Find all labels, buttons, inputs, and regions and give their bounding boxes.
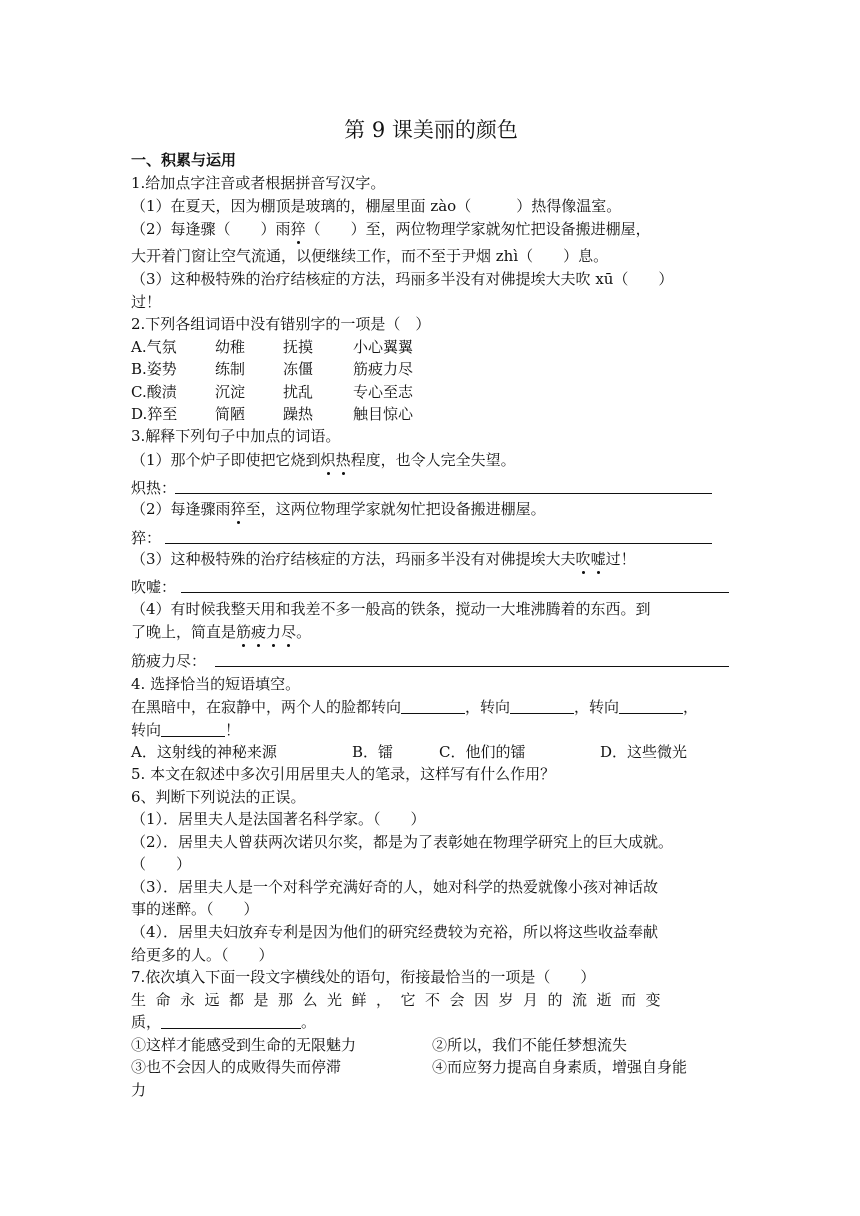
q4-option-b: B．镭	[352, 743, 394, 761]
dotted-char: 猝	[230, 500, 246, 518]
q3-sentence-2	[131, 498, 546, 520]
q1-item-2-part: （ ）至，两位物理学家就匆忙把设备搬进棚屋，	[305, 220, 651, 238]
q2-option-cell: 筋疲力尽	[353, 360, 414, 378]
q2-option-cell: 小心翼翼	[353, 338, 414, 356]
q6-item-4-cont: 给更多的人。（ ）	[131, 946, 274, 964]
q7-option-4: ④而应努力提高自身素质，增强自身能	[432, 1058, 688, 1076]
fill-blank[interactable]	[401, 697, 465, 714]
answer-line[interactable]	[165, 543, 712, 544]
q2-option-cell: C.酸渍	[131, 383, 177, 401]
dotted-char: 猝	[290, 220, 306, 238]
q7-option-3: ③也不会因人的成败得失而停滞	[131, 1058, 342, 1076]
dotted-char: 力	[266, 623, 282, 641]
q7-option-1: ①这样才能感受到生命的无限魅力	[131, 1036, 357, 1054]
answer-line[interactable]	[175, 493, 712, 494]
q3-sentence-4-cont	[131, 621, 311, 643]
q4-line-1	[131, 696, 698, 718]
q4-option-d: D．这些微光	[600, 743, 688, 761]
dotted-char: 吹	[575, 550, 591, 568]
dotted-char: 炽	[320, 451, 336, 469]
q1-item-2-part: （2）每逢骤（ ）雨	[131, 220, 291, 238]
answer-line[interactable]	[215, 666, 729, 667]
q2-option-cell: 扰乱	[283, 383, 314, 401]
q7-passage-cont	[131, 1011, 316, 1033]
q2-option-cell: 练制	[215, 360, 246, 378]
q6-item-3-cont: 事的迷醉。（ ）	[131, 900, 259, 918]
q6-item-1: （1）．居里夫人是法国著名科学家。（ ）	[131, 810, 426, 828]
q2-option-cell: 触目惊心	[353, 405, 414, 423]
q1-item-2-cont: 大开着门窗让空气流通，以便继续工作，而不至于尹烟 zhì（ ）息。	[131, 247, 609, 265]
q3-sentence-part: （3）这种极特殊的治疗结核症的方法，玛丽多半没有对佛提埃大夫	[131, 550, 576, 568]
q3-sentence-3	[131, 548, 636, 570]
q4-text: ，转向	[465, 698, 511, 716]
q3-answer-label-4: 筋疲力尽：	[131, 652, 207, 670]
dotted-char: 尽	[281, 623, 297, 641]
q2-option-cell: 幼稚	[215, 338, 246, 356]
q2-option-cell: 简陋	[215, 405, 246, 423]
q6-stem: 6、判断下列说法的正误。	[131, 788, 306, 806]
q4-text: 在黑暗中，在寂静中，两个人的脸都转向	[131, 698, 402, 716]
q2-stem: 2.下列各组词语中没有错别字的一项是（ ）	[131, 315, 431, 333]
fill-blank[interactable]	[161, 1012, 301, 1029]
page-title: 第 9 课美丽的颜色	[344, 118, 518, 142]
q7-text: 质，	[131, 1013, 162, 1031]
q3-answer-label-2: 猝：	[131, 529, 162, 547]
fill-blank[interactable]	[619, 697, 683, 714]
fill-blank[interactable]	[161, 720, 225, 737]
q3-sentence-part: 。	[296, 623, 312, 641]
q3-sentence-4: （4）有时候我整天用和我差不多一般高的铁条，搅动一大堆沸腾着的东西。到	[131, 600, 651, 618]
dotted-char: 疲	[251, 623, 267, 641]
q3-sentence-part: 过！	[605, 550, 636, 568]
q3-answer-label-1: 炽热：	[131, 479, 177, 497]
q1-item-3-cont: 过！	[131, 293, 162, 311]
q7-stem: 7.依次填入下面一段文字横线处的语句，衔接最恰当的一项是（ ）	[131, 968, 596, 986]
q7-option-4-cont: 力	[131, 1081, 147, 1099]
q7-option-2: ②所以，我们不能任梦想流失	[432, 1036, 628, 1054]
fill-blank[interactable]	[510, 697, 574, 714]
q2-option-cell: 躁热	[283, 405, 314, 423]
q6-item-3: （3）．居里夫人是一个对科学充满好奇的人，她对科学的热爱就像小孩对神话故	[131, 878, 659, 896]
dotted-char: 筋	[236, 623, 252, 641]
q1-item-2	[131, 218, 651, 240]
q2-option-cell: 抚摸	[283, 338, 314, 356]
q3-sentence-part: （2）每逢骤雨	[131, 500, 231, 518]
q4-line-2	[131, 719, 240, 741]
q3-sentence-part: 至，这两位物理学家就匆忙把设备搬进棚屋。	[245, 500, 546, 518]
q1-item-3: （3）这种极特殊的治疗结核症的方法，玛丽多半没有对佛提埃大夫吹 xū（ ）	[131, 270, 674, 288]
q4-text: 转向	[131, 721, 162, 739]
q6-item-4: （4）．居里夫妇放弃专利是因为他们的研究经费较为充裕，所以将这些收益奉献	[131, 923, 659, 941]
q4-text: ，转向	[574, 698, 620, 716]
q3-sentence-1	[131, 449, 516, 471]
q2-option-cell: A.气氛	[131, 338, 177, 356]
q4-stem: 4. 选择恰当的短语填空。	[131, 675, 301, 693]
q3-sentence-part: （1）那个炉子即使把它烧到	[131, 451, 321, 469]
q4-text: ！	[225, 721, 241, 739]
q7-text: 。	[301, 1013, 317, 1031]
q6-item-2-cont: （ ）	[131, 855, 192, 873]
answer-line[interactable]	[181, 592, 729, 593]
q3-answer-label-3: 吹嘘：	[131, 578, 177, 596]
q2-option-cell: 专心至志	[353, 383, 414, 401]
q3-sentence-part: 了晚上，简直是	[131, 623, 237, 641]
q7-passage: 生命永远都是那么光鲜，它不会因岁月的流逝而变	[131, 991, 671, 1009]
section-heading: 一、积累与运用	[131, 151, 237, 169]
q4-option-c: C．他们的镭	[439, 743, 526, 761]
dotted-char: 热	[335, 451, 351, 469]
q3-sentence-part: 程度，也令人完全失望。	[350, 451, 516, 469]
q2-option-cell: B.姿势	[131, 360, 177, 378]
q3-stem: 3.解释下列句子中加点的词语。	[131, 427, 341, 445]
q4-option-a: A．这射线的神秘来源	[131, 743, 277, 761]
dotted-char: 嘘	[590, 550, 606, 568]
q1-item-1: （1）在夏天，因为棚顶是玻璃的，棚屋里面 zào（ ）热得像温室。	[131, 197, 622, 215]
q6-item-2: （2）．居里夫人曾获两次诺贝尔奖，都是为了表彰她在物理学研究上的巨大成就。	[131, 833, 674, 851]
q2-option-cell: 沉淀	[215, 383, 246, 401]
q2-option-cell: 冻僵	[283, 360, 314, 378]
q4-text: ，	[683, 698, 699, 716]
q5-stem: 5. 本文在叙述中多次引用居里夫人的笔录，这样写有什么作用？	[131, 765, 556, 783]
q2-option-cell: D.猝至	[131, 405, 178, 423]
q1-stem: 1.给加点字注音或者根据拼音写汉字。	[131, 174, 386, 192]
